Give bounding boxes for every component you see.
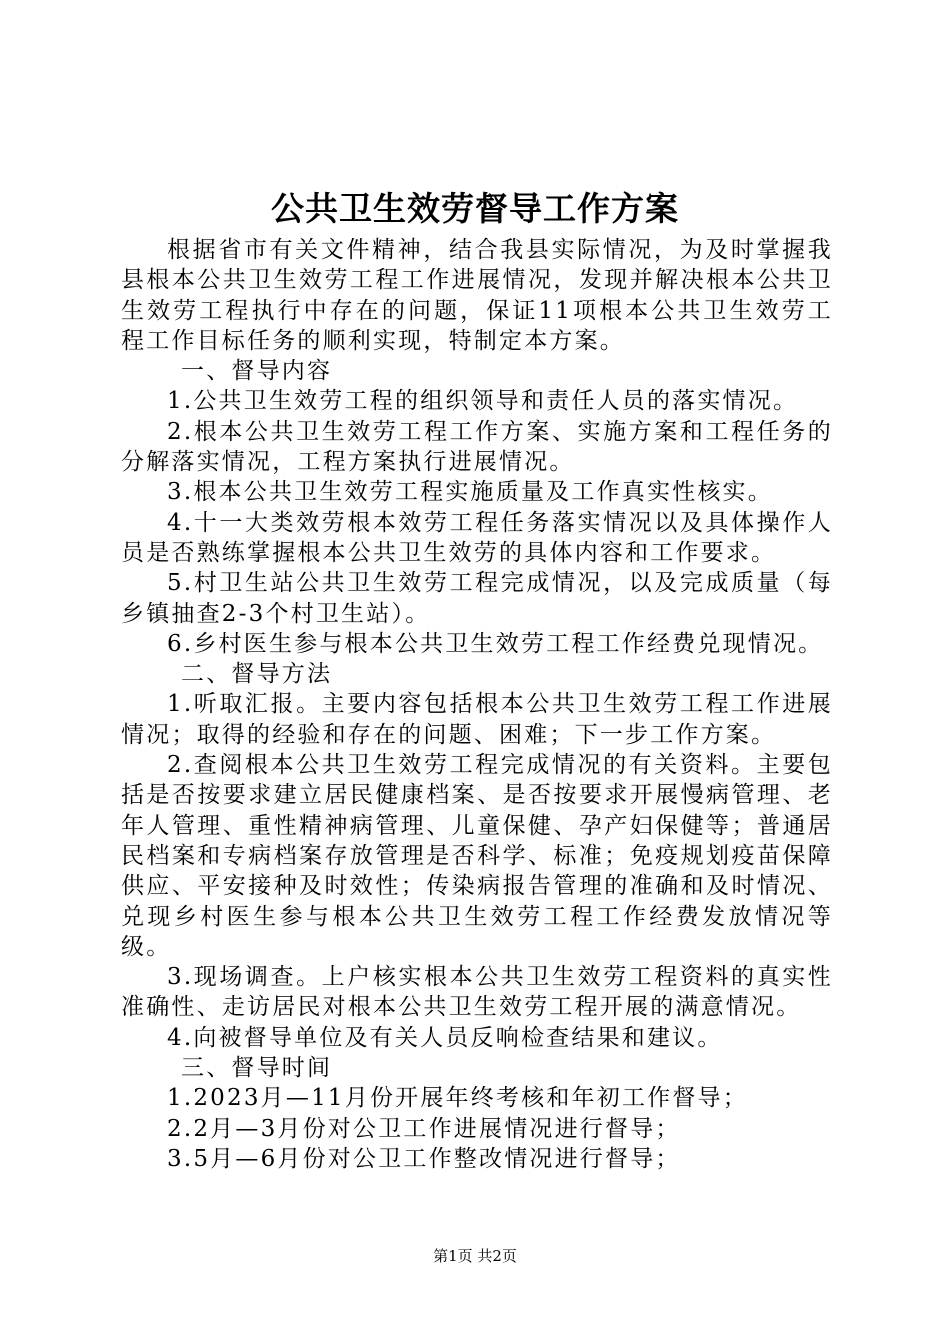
section-heading-time: 三、督导时间 (181, 1055, 333, 1082)
content-item-6: 6.乡村医生参与根本公共卫生效劳工程工作经费兑现情况。 (167, 630, 824, 657)
page-footer: 第1页 共2页 (433, 1247, 517, 1265)
method-item-2: 2.查阅根本公共卫生效劳工程完成情况的有关资料。主要包括是否按要求建立居民健康档案、是否按要求开展慢病管理、老年人管理、重性精神病管理、儿童保健、孕产妇保健等；普通居民档案和专病档案存放管理是否科学、标准；免疫规划疫苗保障供应、平安接种及时效性；传染病报告管理的准确和及时情况、兑现乡村医生参与根本公共卫生效劳工程工作经费发放情况等级。 (121, 752, 833, 960)
method-item-4: 4.向被督导单位及有关人员反响检查结果和建议。 (167, 1024, 723, 1051)
section-heading-content: 一、督导内容 (181, 358, 333, 385)
document-title: 公共卫生效劳督导工作方案 (271, 189, 679, 228)
content-item-2: 2.根本公共卫生效劳工程工作方案、实施方案和工程任务的分解落实情况，工程方案执行进展情况。 (121, 418, 833, 476)
content-item-4: 4.十一大类效劳根本效劳工程任务落实情况以及具体操作人员是否熟练掌握根本公共卫生效劳的具体内容和工作要求。 (121, 509, 833, 566)
time-item-1: 1.2023月—11月份开展年终考核和年初工作督导； (167, 1085, 748, 1112)
content-item-1: 1.公共卫生效劳工程的组织领导和责任人员的落实情况。 (167, 388, 799, 415)
method-item-3: 3.现场调查。上户核实根本公共卫生效劳工程资料的真实性准确性、走访居民对根本公共卫生效劳工程开展的满意情况。 (121, 964, 833, 1021)
content-item-5: 5.村卫生站公共卫生效劳工程完成情况，以及完成质量（每乡镇抽查2-3个村卫生站）。 (121, 570, 833, 627)
time-item-3: 3.5月—6月份对公卫工作整改情况进行督导； (167, 1145, 681, 1172)
method-item-1: 1.听取汇报。主要内容包括根本公共卫生效劳工程工作进展情况；取得的经验和存在的问题、困难；下一步工作方案。 (121, 691, 833, 748)
time-item-2: 2.2月—3月份对公卫工作进展情况进行督导； (167, 1115, 681, 1142)
content-item-3: 3.根本公共卫生效劳工程实施质量及工作真实性核实。 (167, 479, 773, 506)
intro-paragraph: 根据省市有关文件精神，结合我县实际情况，为及时掌握我县根本公共卫生效劳工程工作进展情况，发现并解决根本公共卫生效劳工程执行中存在的问题，保证11项根本公共卫生效劳工程工作目标任务的顺利实现，特制定本方案。 (121, 237, 833, 354)
section-heading-method: 二、督导方法 (181, 661, 333, 688)
document-body (121, 235, 833, 1174)
